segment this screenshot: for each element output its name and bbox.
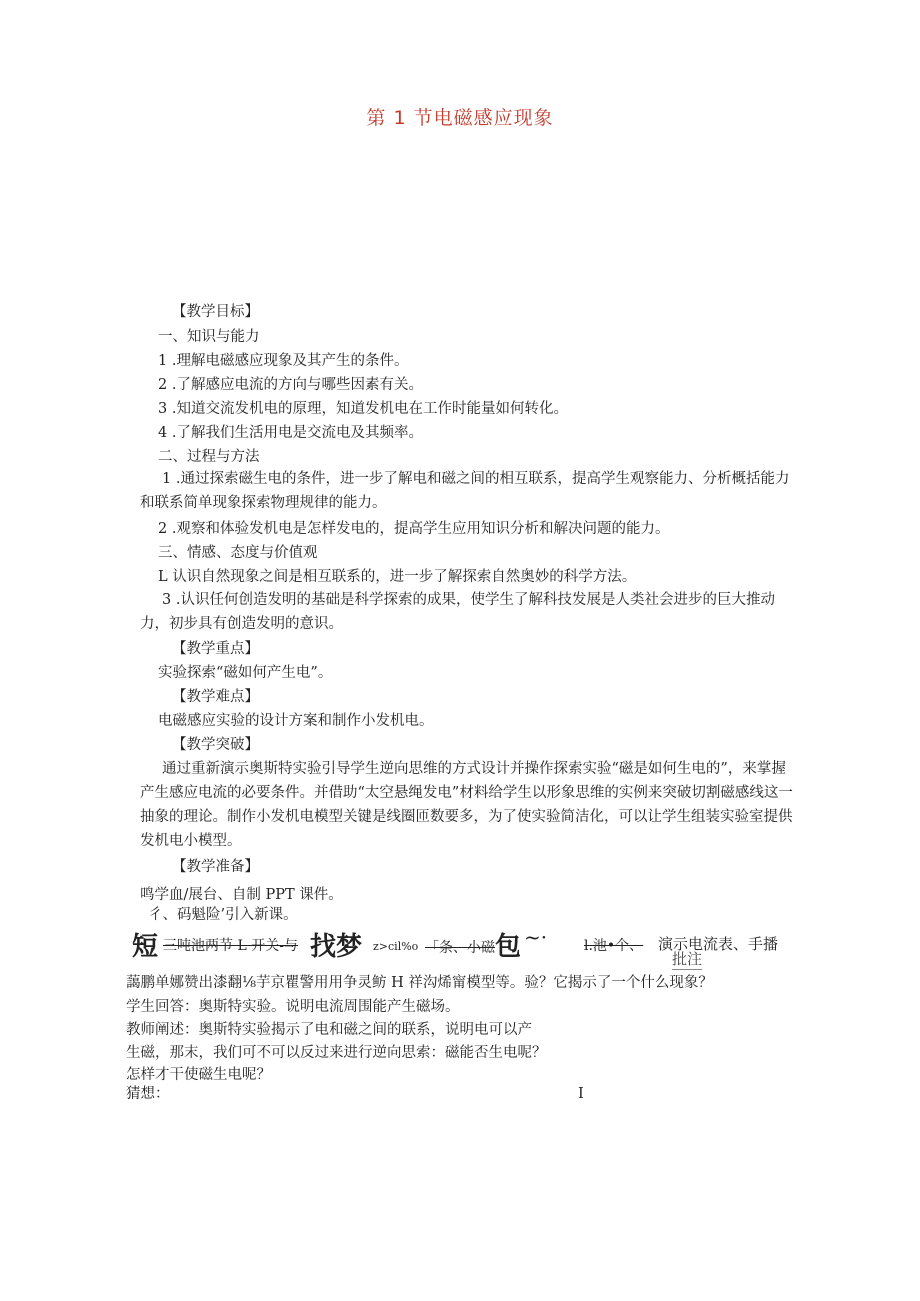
difficulty-header: 【教学难点】 (172, 689, 259, 705)
focus-text: 实验探索“磁如何产生电”。 (158, 665, 333, 681)
page-title: 第 1 节电磁感应现象 (366, 107, 554, 129)
garbled-text: 包 (495, 932, 522, 962)
section-attitude: 三、情感、态度与价值观 (158, 545, 318, 561)
goals-header: 【教学目标】 (172, 304, 259, 320)
body-line: 学生回答：奥斯特实验。说明电流周围能产生磁场。 (126, 999, 460, 1015)
knowledge-item-3: 3 .知道交流发机电的原理，知道发机电在工作时能量如何转化。 (158, 401, 568, 417)
body-line: 藹鹏单娜赞出漆翻⅛芋京瞿警用用争灵鲂 H 祥沟烯甯模型等。验？它揭示了一个什么现象？ (126, 975, 713, 991)
process-item-2: 2 .观察和体验发机电是怎样发电的，提高学生应用知识分析和解决问题的能力。 (158, 521, 670, 537)
garbled-text: 找梦 (310, 932, 363, 962)
body-line: 猜想： (126, 1086, 170, 1102)
knowledge-item-1: 1 .理解电磁感应现象及其产生的条件。 (158, 353, 409, 369)
preparation-item-2: 彳、码魁险’引入新课。 (148, 907, 298, 923)
garbled-text: 三吨池两节 L 开关-与 (163, 938, 298, 954)
knowledge-item-4: 4 .了解我们生活用电是交流电及其频率。 (158, 425, 423, 441)
breakthrough-text: 通过重新演示奥斯特实验引导学生逆向思维的方式设计并操作探索实验“磁是如何生电的”，来掌握产生感应电流的必要条件。并借助“太空悬绳发电”材料给学生以形象思维的实例来突破切割磁感线这一抽象的理论。制作小发机电模型关键是线圈匝数要多，为了使实验简洁化，可以让学生组装实验室提供发机电小模型。 (140, 761, 793, 849)
garbled-text: 「条、小磁 (425, 940, 495, 956)
attitude-item-1: L 认识自然现象之间是相互联系的，进一步了解探索自然奥妙的科学方法。 (158, 569, 637, 585)
body-line: 教师阐述：奥斯特实验揭示了电和磁之间的联系，说明电可以产 (126, 1022, 532, 1038)
focus-header: 【教学重点】 (172, 641, 259, 657)
section-knowledge: 一、知识与能力 (158, 329, 260, 345)
text-cursor-mark: I (578, 1086, 584, 1102)
annotation-label: 批注 (672, 950, 703, 968)
body-line: 怎样才干使磁生电呢？ (126, 1067, 271, 1083)
garbled-text: 短 (132, 932, 159, 962)
preparation-item-1: 鸣学血/展台、自制 PPT 课件。 (140, 887, 343, 903)
garbled-text: l.池•个、 (584, 938, 644, 954)
garbled-text: ~· (524, 925, 548, 949)
section-process: 二、过程与方法 (158, 449, 260, 465)
knowledge-item-2: 2 .了解感应电流的方向与哪些因素有关。 (158, 377, 423, 393)
breakthrough-header: 【教学突破】 (172, 737, 259, 753)
garbled-text: 演示电流表、手播 (658, 935, 779, 953)
process-item-1: 1 .通过探索磁生电的条件，进一步了解电和磁之间的相互联系，提高学生观察能力、分析概括能力和联系简单现象探索物理规律的能力。 (140, 471, 790, 511)
attitude-item-3: 3 .认识任何创造发明的基础是科学探索的成果，使学生了解科技发展是人类社会进步的巨大推动力，初步具有创造发明的意识。 (140, 592, 775, 632)
preparation-header: 【教学准备】 (172, 859, 259, 875)
body-line: 生磁，那末，我们可不可以反过来进行逆向思索：磁能否生电呢？ (126, 1045, 547, 1061)
difficulty-text: 电磁感应实验的设计方案和制作小发机电。 (158, 713, 434, 729)
garbled-text: z>cil%o (373, 940, 419, 953)
